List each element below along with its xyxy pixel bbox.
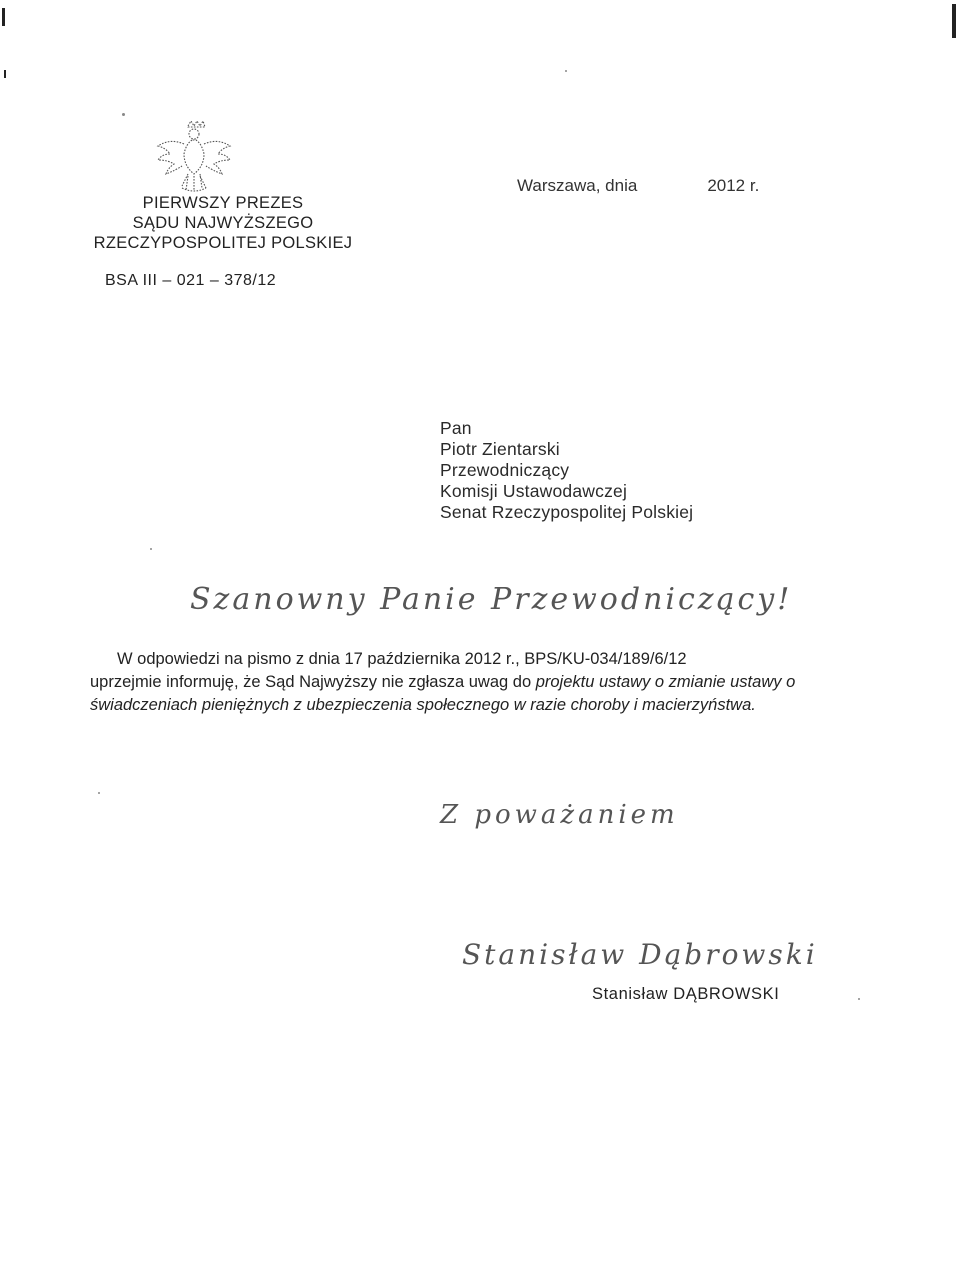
addressee-block	[440, 418, 693, 523]
scan-speck	[98, 792, 100, 794]
addressee-line-3: Przewodniczący	[440, 460, 570, 480]
issuer-line-3: RZECZYPOSPOLITEJ POLSKIEJ	[93, 234, 353, 252]
handwritten-salutation: Szanowny Panie Przewodniczący!	[190, 582, 793, 617]
body-continuation: uprzejmie informuję, że Sąd Najwyższy nie zgłasza uwag do	[90, 673, 536, 691]
addressee-line-2: Piotr Zientarski	[440, 439, 560, 459]
addressee-line-5: Senat Rzeczypospolitej Polskiej	[440, 502, 694, 522]
body-lead: W odpowiedzi na pismo z dnia 17 października 2012 r., BPS/KU-034/189/6/12	[117, 650, 687, 668]
handwritten-closing: Z poważaniem	[440, 800, 679, 830]
letter-body	[90, 648, 825, 717]
body-paragraph	[90, 671, 825, 717]
body-bill-title: projektu ustawy o zmianie ustawy o świadczeniach pieniężnych z ubezpieczenia społecznego w razie choroby i macierzyństwa.	[90, 673, 796, 714]
date-prefix: Warszawa, dnia	[517, 176, 638, 195]
polish-eagle-emblem-icon	[152, 118, 236, 196]
scan-speck	[858, 998, 860, 1000]
date-line	[517, 176, 759, 196]
issuer-line-1: PIERWSZY PREZES	[142, 194, 304, 212]
page-edge-mark-left	[2, 8, 5, 26]
page-edge-mark-left-small	[4, 70, 6, 78]
issuer-block	[78, 193, 368, 253]
signatory-name: Stanisław DĄBROWSKI	[592, 985, 780, 1003]
issuer-line-2: SĄDU NAJWYŻSZEGO	[132, 214, 314, 232]
addressee-line-1: Pan	[440, 418, 472, 438]
handwritten-signature: Stanisław Dąbrowski	[462, 938, 818, 971]
date-suffix: 2012 r.	[707, 176, 760, 195]
addressee-line-4: Komisji Ustawodawczej	[440, 481, 628, 501]
scan-speck	[565, 70, 567, 72]
reference-number: BSA III – 021 – 378/12	[105, 272, 277, 289]
scan-speck	[150, 548, 152, 550]
page-edge-mark-right	[952, 4, 956, 38]
scan-speck	[122, 113, 125, 116]
